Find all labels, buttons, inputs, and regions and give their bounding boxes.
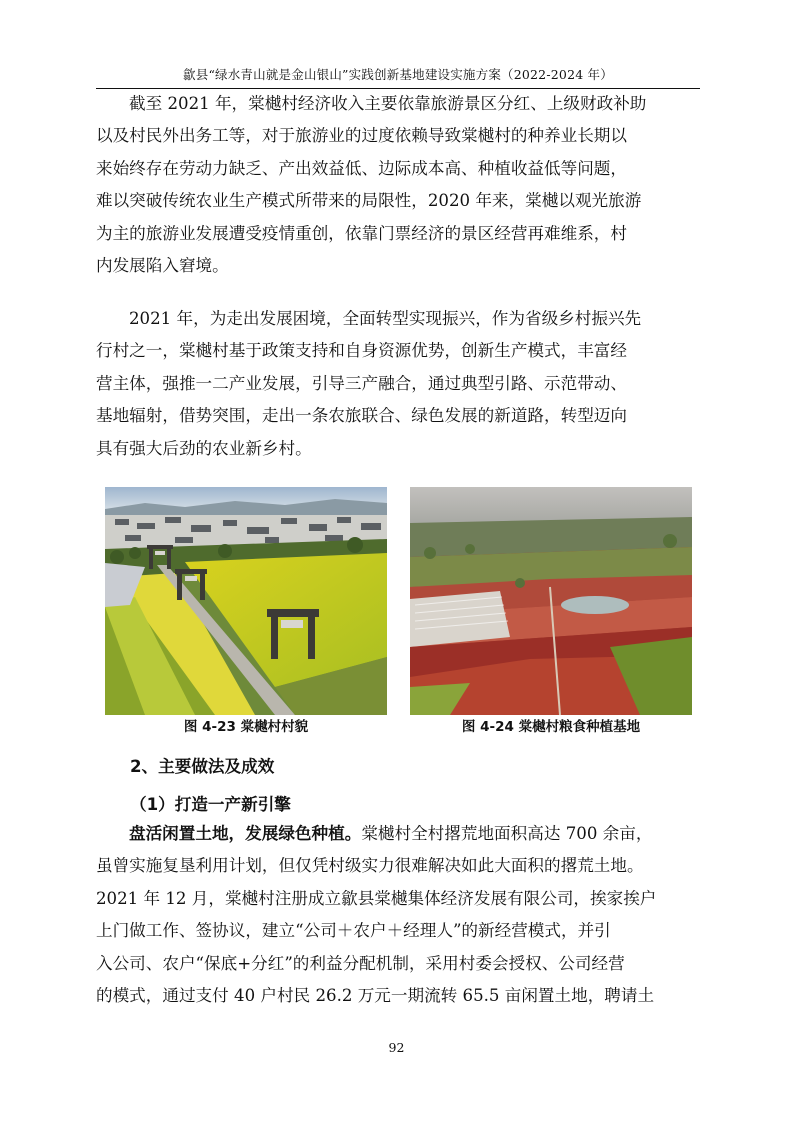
text-line: 来始终存在劳动力缺乏、产出效益低、边际成本高、种植收益低等问题， [96, 158, 627, 178]
text-line: 难以突破传统农业生产模式所带来的局限性，2020 年来，棠樾以观光旅游 [96, 191, 642, 211]
text-line: 内发展陷入窘境。 [96, 256, 229, 276]
text-line: 为主的旅游业发展遭受疫情重创，依靠门票经济的景区经营再难维系，村 [96, 223, 627, 243]
text-line: 以及村民外出务工等，对于旅游业的过度依赖导致棠樾村的种养业长期以 [96, 126, 627, 146]
page-header: 歙县“绿水青山就是金山银山”实践创新基地建设实施方案（2022-2024 年） [183, 67, 613, 82]
paragraph-2 [96, 303, 700, 465]
page-number: 92 [388, 1040, 405, 1055]
farmland-photo [410, 487, 692, 715]
text-fragment: 棠樾村全村撂荒地面积高达 700 余亩， [361, 824, 653, 843]
text-line: 营主体，强推一二产业发展，引导三产融合，通过典型引路、示范带动、 [96, 373, 627, 393]
text-line: 2021 年 12 月，棠樾村注册成立歙县棠樾集体经济发展有限公司，挨家挨户 [96, 888, 657, 908]
section-heading: 2、主要做法及成效 [130, 757, 275, 776]
bold-lead-text: 盘活闲置土地，发展绿色种植。 [129, 824, 362, 843]
text-line: 入公司、农户“保底+分红”的利益分配机制，采用村委会授权、公司经营 [96, 953, 625, 973]
text-line: 截至 2021 年，棠樾村经济收入主要依靠旅游景区分红、上级财政补助 [129, 94, 647, 113]
village-photo [105, 487, 387, 715]
text-line: 行村之一，棠樾村基于政策支持和自身资源优势，创新生产模式，丰富经 [96, 341, 627, 361]
text-line [96, 818, 700, 850]
paragraph-3 [96, 818, 700, 1012]
text-line: 基地辐射，借势突围，走出一条农旅联合、绿色发展的新道路，转型迈向 [96, 406, 627, 426]
paragraph-1 [96, 88, 700, 282]
text-line: 的模式，通过支付 40 户村民 26.2 万元一期流转 65.5 亩闲置土地，聘请土 [96, 986, 655, 1006]
figure-caption-left: 图 4-23 棠樾村村貌 [183, 719, 309, 735]
text-line: 具有强大后劲的农业新乡村。 [96, 438, 312, 458]
figure-caption-right: 图 4-24 棠樾村粮食种植基地 [461, 719, 641, 735]
text-line: 2021 年，为走出发展困境，全面转型实现振兴，作为省级乡村振兴先 [129, 309, 642, 328]
text-line: 上门做工作、签协议，建立“公司＋农户＋经理人”的新经营模式，并引 [96, 921, 611, 941]
subsection-heading: （1）打造一产新引擎 [130, 795, 291, 814]
text-line: 虽曾实施复垦利用计划，但仅凭村级实力很难解决如此大面积的撂荒土地。 [96, 856, 644, 876]
